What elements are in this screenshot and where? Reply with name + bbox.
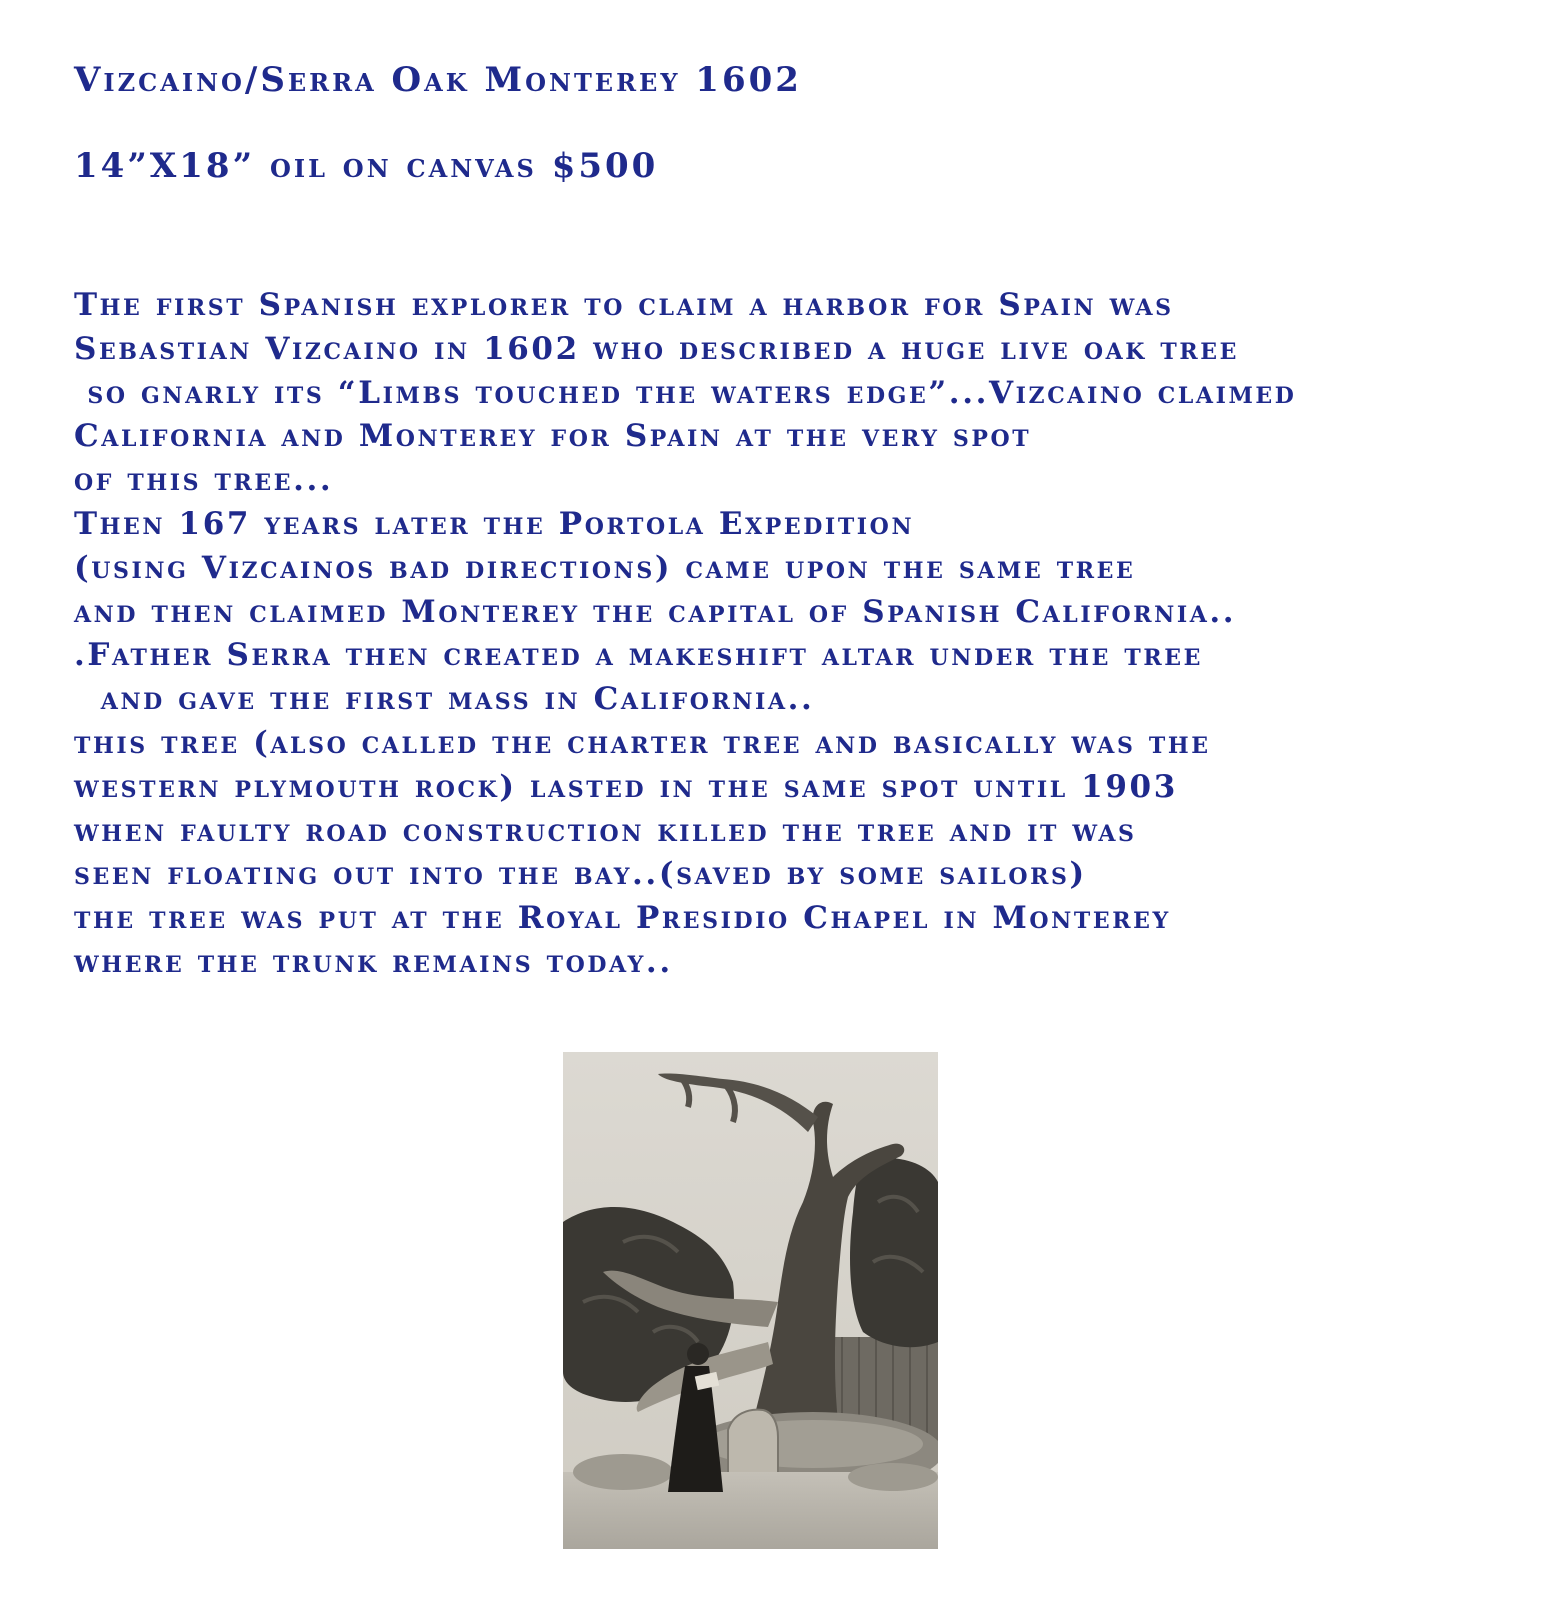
- price-line: 14”X18” oil on canvas $500: [74, 146, 659, 186]
- description-line: .Father Serra then created a makeshift altar under the tree: [74, 637, 1204, 674]
- foliage: [850, 1158, 938, 1347]
- description-line: California and Monterey for Spain at the very spot: [74, 418, 1032, 455]
- description-line: so gnarly its “Limbs touched the waters edge”...Vizcaino claimed: [74, 374, 1297, 411]
- description-line: this tree (also called the charter tree and basically was the: [74, 724, 1211, 761]
- oak-tree-photo: [563, 1052, 938, 1549]
- description-line: and gave the first mass in California..: [74, 681, 815, 718]
- description-line: The first Spanish explorer to claim a harbor for Spain was: [74, 287, 1174, 323]
- description-line: western plymouth rock) lasted in the same spot until 1903: [74, 768, 1178, 805]
- page-title: Vizcaino/Serra Oak Monterey 1602: [74, 60, 802, 100]
- description-line: Then 167 years later the Portola Expedition: [74, 505, 915, 542]
- description-line: and then claimed Monterey the capital of Spanish California..: [74, 593, 1237, 630]
- oak-tree-photo-icon: [563, 1052, 938, 1549]
- description-line: Sebastian Vizcaino in 1602 who described a huge live oak tree: [74, 330, 1239, 367]
- description-line: when faulty road construction killed the tree and it was: [74, 812, 1137, 849]
- description-line: where the trunk remains today..: [74, 943, 673, 980]
- document: [74, 60, 1544, 985]
- description: [74, 284, 1544, 985]
- description-line: (using Vizcainos bad directions) came upon the same tree: [74, 549, 1136, 586]
- description-line: seen floating out into the bay..(saved by some sailors): [74, 856, 1087, 893]
- description-line: the tree was put at the Royal Presidio Chapel in Monterey: [74, 900, 1171, 937]
- description-line: of this tree...: [74, 462, 334, 499]
